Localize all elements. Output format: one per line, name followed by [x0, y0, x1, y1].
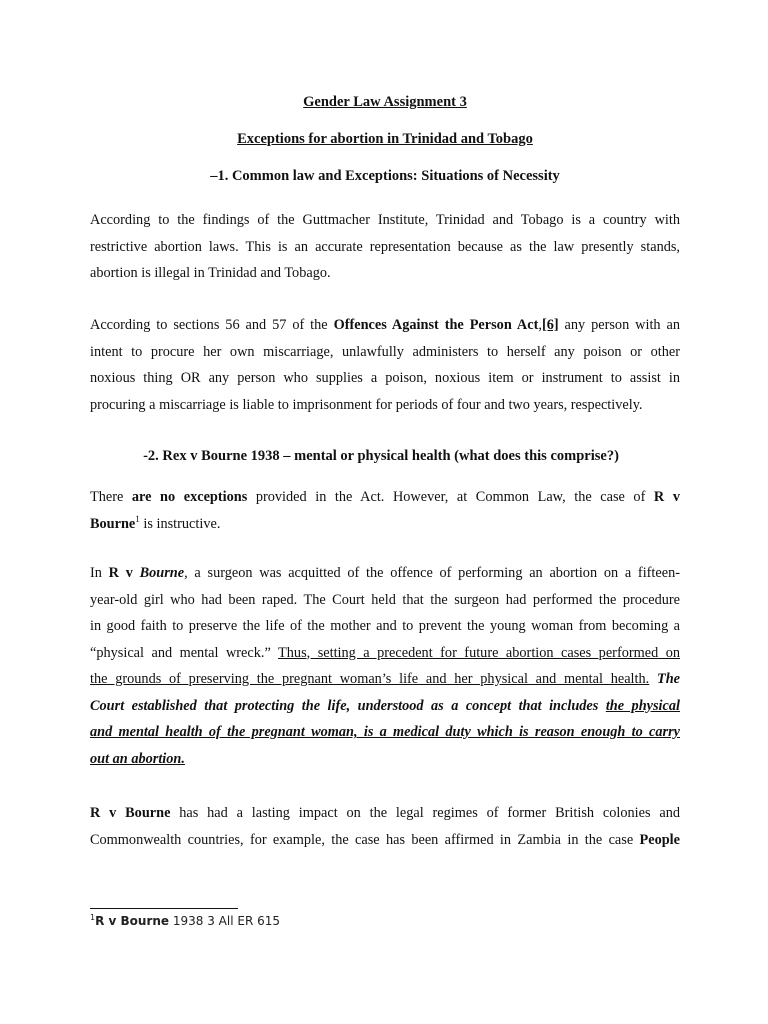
underlined-text: Thus, setting a precedent for future abortion cases performed on — [278, 644, 680, 661]
case-name: R v — [108, 565, 140, 581]
text-run: any person with an — [558, 317, 680, 333]
text-run: There — [90, 489, 132, 505]
case-name: R v — [653, 489, 680, 505]
document-title: Gender Law Assignment 3 — [303, 94, 467, 110]
paragraph-line: intent to procure her own miscarriage, unlawfully administers to herself any poison or other — [90, 343, 680, 360]
section-2-heading: -2. Rex v Bourne 1938 – mental or physical health (what does this comprise?) — [143, 448, 619, 464]
paragraph-5 — [90, 800, 680, 853]
paragraph-line — [90, 827, 680, 854]
text-run: Commonwealth countries, for example, the case has been affirmed in Zambia in the case — [90, 831, 640, 848]
paragraph-line: year-old girl who had been raped. The Court held that the surgeon had performed the procedure — [90, 591, 680, 608]
paragraph-line — [90, 719, 680, 746]
case-name-italic: Bourne — [139, 565, 185, 581]
document-page — [90, 0, 680, 1024]
text-run: is instructive. — [139, 515, 221, 532]
paragraph-2 — [90, 312, 680, 418]
paragraph-line: noxious thing OR any person who supplies a poison, noxious item or instrument to assist in — [90, 370, 680, 386]
paragraph-line — [90, 640, 680, 667]
text-run: In — [90, 565, 109, 581]
section-1-heading: –1. Common law and Exceptions: Situations of Necessity — [210, 168, 560, 184]
paragraph-line: procuring a miscarriage is liable to imprisonment for periods of four and two years, respectively. — [90, 396, 643, 413]
paragraph-line — [90, 484, 680, 511]
paragraph-line: abortion is illegal in Trinidad and Tobago. — [90, 265, 331, 281]
paragraph-line — [90, 511, 680, 538]
bold-text: are no exceptions — [131, 489, 248, 505]
bold-italic-underlined-text: the physical — [605, 697, 680, 714]
reference-link[interactable]: [6] — [541, 317, 559, 333]
footnote-case-name: R v Bourne — [95, 914, 170, 928]
text-run: , — [538, 317, 542, 333]
footnote-marker[interactable]: 1 — [135, 513, 140, 524]
bold-italic-text: The — [649, 671, 680, 687]
paragraph-line: According to the findings of the Guttmacher Institute, Trinidad and Tobago is a country with — [90, 212, 680, 228]
case-name: People — [639, 831, 680, 848]
paragraph-1 — [90, 207, 680, 287]
paragraph-line: in good faith to preserve the life of the mother and to prevent the young woman from becoming a — [90, 618, 680, 634]
bold-italic-underlined-text: and mental health of the pregnant woman, is a medical duty which is reason enough to carry — [90, 724, 680, 740]
paragraph-line — [90, 800, 680, 827]
text-run: “physical and mental wreck.” — [90, 644, 279, 661]
paragraph-4 — [90, 560, 680, 772]
paragraph-line — [90, 560, 680, 587]
paragraph-line: restrictive abortion laws. This is an accurate representation because as the law presently stands, — [90, 238, 680, 255]
bold-italic-text: Court established that protecting the life, understood as a concept that includes — [90, 697, 606, 714]
text-run: provided in the Act. However, at Common Law, the case of — [247, 489, 654, 505]
paragraph-3 — [90, 484, 680, 537]
case-name: R v Bourne — [90, 805, 171, 821]
case-name: Bourne — [90, 515, 136, 532]
text-run: , a surgeon was acquitted of the offence of performing an abortion on a fifteen- — [184, 565, 680, 581]
bold-italic-underlined-text: out an abortion. — [90, 750, 185, 767]
footnote-number: 1 — [90, 913, 96, 922]
paragraph-line — [90, 312, 680, 339]
paragraph-line — [90, 746, 680, 773]
footnote — [90, 914, 280, 928]
paragraph-line — [90, 693, 680, 720]
document-subtitle: Exceptions for abortion in Trinidad and Tobago — [237, 131, 533, 147]
footnote-separator — [90, 908, 238, 909]
text-run: has had a lasting impact on the legal regimes of former British colonies and — [170, 805, 680, 821]
act-name: Offences Against the Person Act — [333, 317, 539, 333]
underlined-text: the grounds of preserving the pregnant woman’s life and her physical and mental health. — [90, 671, 650, 687]
text-run: According to sections 56 and 57 of the — [90, 317, 334, 333]
paragraph-line — [90, 666, 680, 693]
footnote-citation: 1938 3 All ER 615 — [169, 914, 280, 928]
